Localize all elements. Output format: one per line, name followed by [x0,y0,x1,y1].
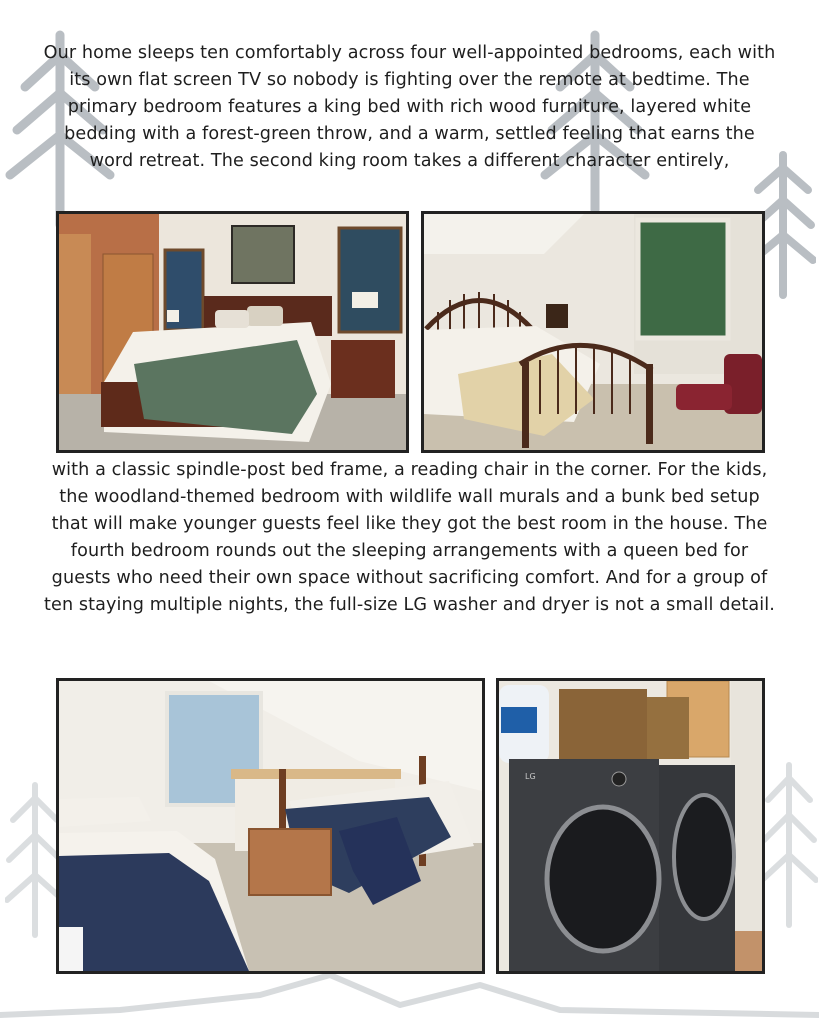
description-paragraph-top: Our home sleeps ten comfortably across four well-appointed bedrooms, each with its own flat screen TV so nobody is fighting over the remote at bedtime. The primary bedroom features a king bed with rich wood furniture, layered white bedding with a forest-green throw, and a warm, settled feeling that earns the word retreat. The second king room takes a different character entirely, [43,43,776,171]
queen-bedroom-photo [56,678,485,974]
spindle-bed-bedroom-photo [421,211,765,453]
washer-dryer-photo [496,678,765,974]
pine-tree-bottom-right-decoration [760,760,818,930]
description-paragraph-bottom: with a classic spindle-post bed frame, a reading chair in the corner. For the kids, the woodland-themed bedroom with wildlife wall murals and a bunk bed setup that will make younger guests feel like they got the best room in the house. The fourth bedroom rounds out the sleeping arrangements with a queen bed for guests who need their own space without sacrificing comfort. And for a group of ten staying multiple nights, the full-size LG washer and dryer is not a small detail. [44,460,775,615]
lg-logo: LG [525,772,536,781]
primary-bedroom-photo [56,211,409,453]
